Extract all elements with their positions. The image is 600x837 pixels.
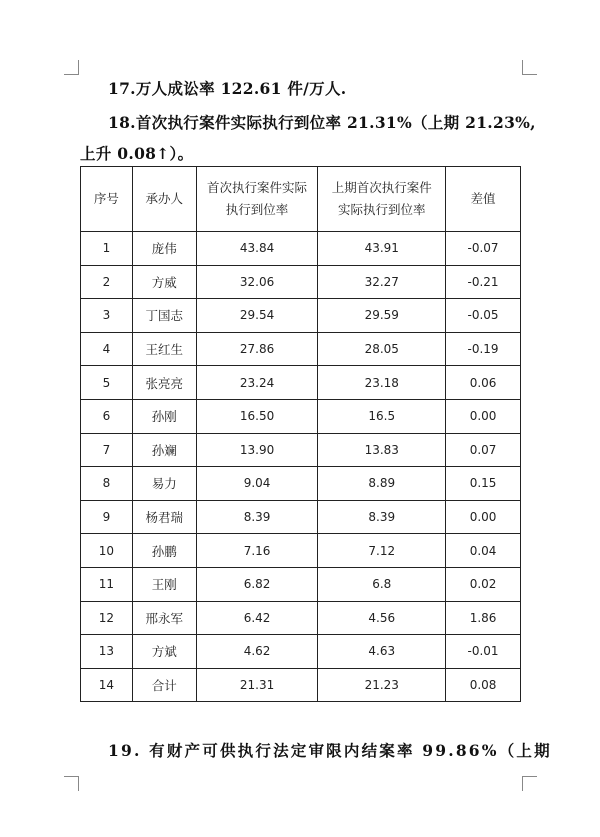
cell-diff: -0.01 <box>446 635 521 669</box>
cell-diff: 0.02 <box>446 567 521 601</box>
table-row <box>81 500 521 534</box>
cell-seq: 8 <box>81 467 133 501</box>
cell-handler: 方斌 <box>132 635 196 669</box>
table-row <box>81 366 521 400</box>
header-current-rate <box>196 167 318 232</box>
header-diff: 差值 <box>446 167 521 232</box>
table-row <box>81 299 521 333</box>
cell-diff: 0.06 <box>446 366 521 400</box>
item-18-text-line2: 上升 0.08↑）。 <box>80 144 194 163</box>
cell-diff: 0.15 <box>446 467 521 501</box>
cell-diff: 0.07 <box>446 433 521 467</box>
cell-handler: 王红生 <box>132 332 196 366</box>
table-row <box>81 399 521 433</box>
table-row <box>81 567 521 601</box>
cell-current: 32.06 <box>196 265 318 299</box>
cell-previous: 6.8 <box>318 567 446 601</box>
cell-handler: 邢永军 <box>132 601 196 635</box>
cell-seq: 6 <box>81 399 133 433</box>
page-corner-mark-bottom-right <box>522 776 537 791</box>
cell-diff: 0.08 <box>446 668 521 702</box>
item-17-text: 17.万人成讼率 122.61 件/万人. <box>108 79 347 98</box>
cell-seq: 10 <box>81 534 133 568</box>
cell-diff: -0.05 <box>446 299 521 333</box>
cell-handler: 易力 <box>132 467 196 501</box>
cell-handler: 丁国志 <box>132 299 196 333</box>
cell-previous: 4.63 <box>318 635 446 669</box>
page-corner-mark-top-right <box>522 60 537 75</box>
header-current-rate-line1: 首次执行案件实际 <box>207 180 308 195</box>
table-row <box>81 601 521 635</box>
cell-current: 29.54 <box>196 299 318 333</box>
item-18-text-line1: 18.首次执行案件实际执行到位率 21.31%（上期 21.23%, <box>108 113 536 132</box>
cell-previous: 21.23 <box>318 668 446 702</box>
cell-previous: 43.91 <box>318 232 446 266</box>
cell-previous: 7.12 <box>318 534 446 568</box>
cell-handler: 方威 <box>132 265 196 299</box>
cell-current: 9.04 <box>196 467 318 501</box>
header-handler: 承办人 <box>132 167 196 232</box>
cell-previous: 8.39 <box>318 500 446 534</box>
execution-rate-table <box>80 166 521 702</box>
item-19-text: 19. 有财产可供执行法定审限内结案率 99.86%（上期 <box>108 741 552 760</box>
table-row <box>81 635 521 669</box>
header-seq: 序号 <box>81 167 133 232</box>
cell-previous: 29.59 <box>318 299 446 333</box>
cell-previous: 28.05 <box>318 332 446 366</box>
table-row-total <box>81 668 521 702</box>
cell-seq: 9 <box>81 500 133 534</box>
table-row <box>81 332 521 366</box>
cell-handler: 孙鹏 <box>132 534 196 568</box>
header-previous-rate <box>318 167 446 232</box>
header-previous-rate-line1: 上期首次执行案件 <box>331 180 432 195</box>
page-corner-mark-bottom-left <box>64 776 79 791</box>
cell-previous: 16.5 <box>318 399 446 433</box>
cell-seq: 11 <box>81 567 133 601</box>
page-corner-mark-top-left <box>64 60 79 75</box>
cell-seq: 12 <box>81 601 133 635</box>
cell-current: 13.90 <box>196 433 318 467</box>
cell-diff: 0.00 <box>446 500 521 534</box>
cell-current: 8.39 <box>196 500 318 534</box>
cell-current: 4.62 <box>196 635 318 669</box>
cell-diff: -0.19 <box>446 332 521 366</box>
cell-previous: 23.18 <box>318 366 446 400</box>
cell-diff: 0.00 <box>446 399 521 433</box>
table-header-row <box>81 167 521 232</box>
cell-seq: 14 <box>81 668 133 702</box>
cell-diff: -0.07 <box>446 232 521 266</box>
cell-seq: 5 <box>81 366 133 400</box>
cell-diff: -0.21 <box>446 265 521 299</box>
cell-seq: 7 <box>81 433 133 467</box>
cell-handler: 张亮亮 <box>132 366 196 400</box>
cell-handler: 庞伟 <box>132 232 196 266</box>
cell-seq: 2 <box>81 265 133 299</box>
cell-seq: 3 <box>81 299 133 333</box>
cell-seq: 4 <box>81 332 133 366</box>
cell-current: 23.24 <box>196 366 318 400</box>
cell-current: 21.31 <box>196 668 318 702</box>
table-row <box>81 534 521 568</box>
cell-current: 16.50 <box>196 399 318 433</box>
cell-current: 7.16 <box>196 534 318 568</box>
table-row <box>81 232 521 266</box>
cell-previous: 13.83 <box>318 433 446 467</box>
cell-seq: 1 <box>81 232 133 266</box>
cell-diff: 0.04 <box>446 534 521 568</box>
cell-previous: 32.27 <box>318 265 446 299</box>
cell-current: 43.84 <box>196 232 318 266</box>
cell-handler: 孙斓 <box>132 433 196 467</box>
table-row <box>81 265 521 299</box>
cell-handler: 杨君瑞 <box>132 500 196 534</box>
table-row <box>81 467 521 501</box>
header-previous-rate-line2: 实际执行到位率 <box>338 202 426 217</box>
cell-current: 6.82 <box>196 567 318 601</box>
cell-current: 6.42 <box>196 601 318 635</box>
cell-current: 27.86 <box>196 332 318 366</box>
cell-handler: 孙刚 <box>132 399 196 433</box>
cell-previous: 8.89 <box>318 467 446 501</box>
cell-previous: 4.56 <box>318 601 446 635</box>
table-row <box>81 433 521 467</box>
header-current-rate-line2: 执行到位率 <box>225 202 289 217</box>
cell-handler: 合计 <box>132 668 196 702</box>
cell-diff: 1.86 <box>446 601 521 635</box>
cell-seq: 13 <box>81 635 133 669</box>
cell-handler: 王刚 <box>132 567 196 601</box>
